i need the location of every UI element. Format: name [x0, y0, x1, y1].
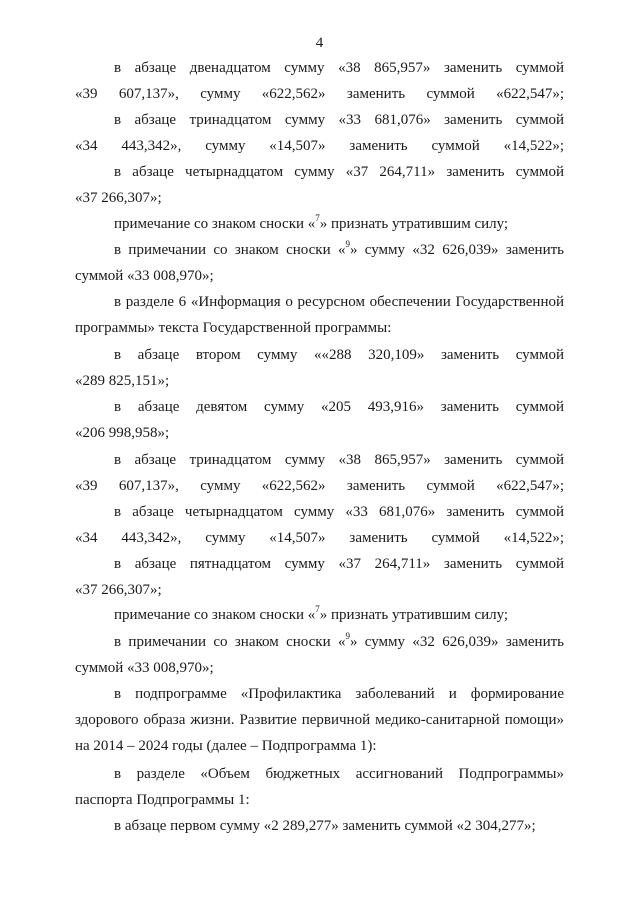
text-line: в абзаце четырнадцатом сумму «37 264,711» заменить суммой [114, 164, 564, 180]
text-line: «34 443,342», сумму «14,507» заменить суммой «14,522»; [75, 530, 564, 546]
text-segment: в примечании со знаком сноски « [114, 634, 346, 650]
text-segment: в примечании со знаком сноски « [114, 242, 346, 258]
text-line: суммой «33 008,970»; [75, 268, 214, 284]
text-line: «206 998,958»; [75, 425, 170, 441]
text-segment: » признать утратившим силу; [319, 216, 509, 232]
text-line: на 2014 – 2024 годы (далее – Подпрограмма 1): [75, 738, 377, 754]
footnote-note-line [114, 241, 564, 259]
text-line: «39 607,137», сумму «622,562» заменить суммой «622,547»; [75, 478, 564, 494]
text-line: «37 266,307»; [75, 582, 162, 598]
text-line: в абзаце первом сумму «2 289,277» заменить суммой «2 304,277»; [114, 818, 536, 834]
footnote-mark: 9 [345, 239, 350, 249]
page-number: 4 [315, 35, 324, 51]
text-line: в разделе 6 «Информация о ресурсном обеспечении Государственной [114, 294, 564, 310]
text-line: в абзаце двенадцатом сумму «38 865,957» заменить суммой [114, 60, 564, 76]
text-segment: » признать утратившим силу; [319, 607, 509, 623]
text-line: «34 443,342», сумму «14,507» заменить суммой «14,522»; [75, 138, 564, 154]
text-line: «37 266,307»; [75, 190, 162, 206]
text-line: в абзаце втором сумму ««288 320,109» заменить суммой [114, 347, 564, 363]
text-line: здорового образа жизни. Развитие первичной медико-санитарной помощи» [75, 712, 564, 728]
text-line: в подпрограмме «Профилактика заболеваний и формирование [114, 686, 564, 702]
footnote-removal-line [114, 606, 564, 624]
footnote-mark: 7 [315, 213, 320, 223]
text-line: суммой «33 008,970»; [75, 660, 214, 676]
text-segment: » сумму «32 626,039» заменить [349, 634, 565, 650]
text-segment: примечание со знаком сноски « [114, 607, 316, 623]
footnote-note-line [114, 633, 564, 651]
text-line: в абзаце пятнадцатом сумму «37 264,711» заменить суммой [114, 556, 564, 572]
text-line: паспорта Подпрограммы 1: [75, 792, 250, 808]
footnote-mark: 9 [345, 631, 350, 641]
text-line: «39 607,137», сумму «622,562» заменить суммой «622,547»; [75, 86, 564, 102]
text-line: в абзаце девятом сумму «205 493,916» заменить суммой [114, 399, 564, 415]
text-line: в разделе «Объем бюджетных ассигнований Подпрограммы» [114, 766, 564, 782]
footnote-removal-line [114, 215, 564, 233]
text-line: в абзаце четырнадцатом сумму «33 681,076» заменить суммой [114, 504, 564, 520]
footnote-mark: 7 [315, 604, 320, 614]
text-segment: примечание со знаком сноски « [114, 216, 316, 232]
text-line: в абзаце тринадцатом сумму «33 681,076» заменить суммой [114, 112, 564, 128]
text-line: «289 825,151»; [75, 373, 170, 389]
text-line: в абзаце тринадцатом сумму «38 865,957» заменить суммой [114, 452, 564, 468]
text-segment: » сумму «32 626,039» заменить [349, 242, 565, 258]
text-line: программы» текста Государственной программы: [75, 320, 392, 336]
